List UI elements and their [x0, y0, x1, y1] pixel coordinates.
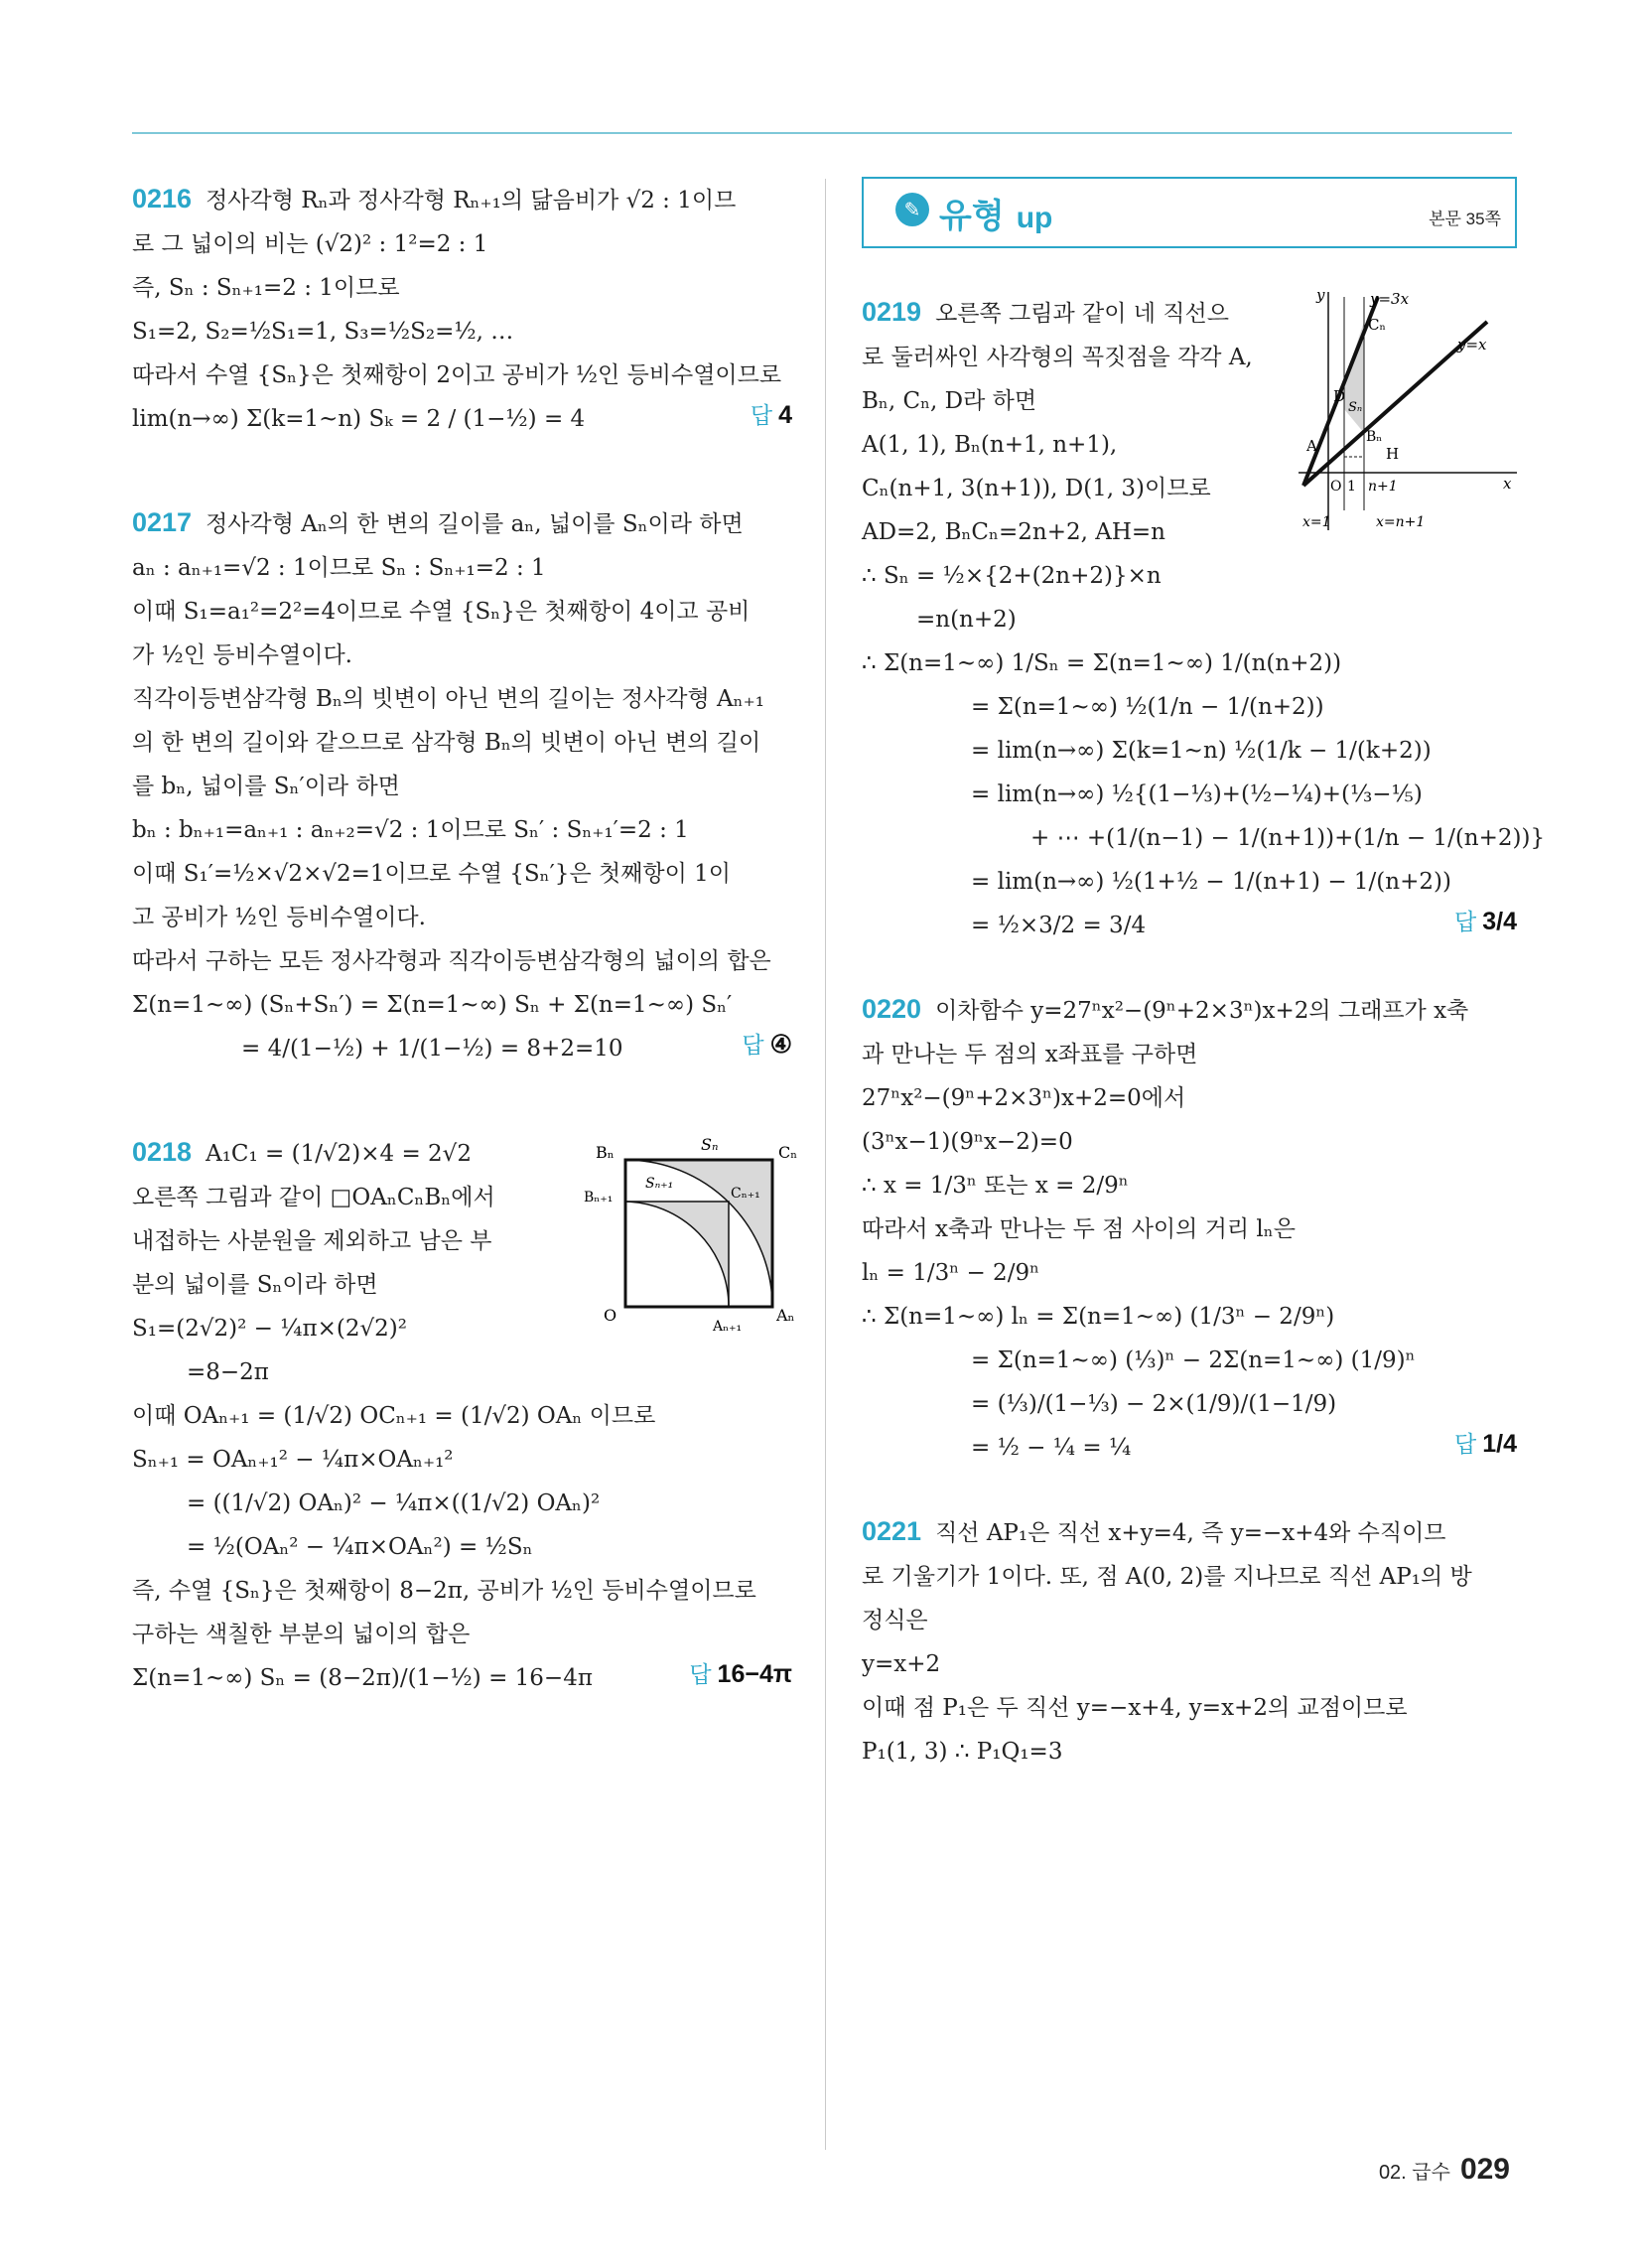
- problem-0217: [132, 500, 792, 1070]
- square-quarter-circle-figure: [584, 1130, 802, 1358]
- solution-line: S₁=2, S₂=½S₁=1, S₃=½S₂=½, …: [132, 319, 514, 345]
- label-cn1: Cₙ₊₁: [731, 1186, 760, 1202]
- label-an1: Aₙ₊₁: [713, 1319, 743, 1335]
- label-cn: Cₙ: [778, 1143, 798, 1162]
- problem-0216: [132, 177, 792, 441]
- answer-value: 4: [778, 401, 792, 429]
- solution-line: 이때 OAₙ₊₁ = (1/√2) OCₙ₊₁ = (1/√2) OAₙ 이므로: [132, 1403, 656, 1429]
- solution-line: Bₙ, Cₙ, D라 하면: [862, 388, 1037, 414]
- problem-number: 0216: [132, 184, 193, 213]
- solution-line: ∴ x = 1/3ⁿ 또는 x = 2/9ⁿ: [862, 1173, 1129, 1199]
- solution-line: + ⋯ +(1/(n−1) − 1/(n+1))+(1/n − 1/(n+2))}: [1030, 825, 1546, 851]
- label-y3x: y=3x: [1370, 290, 1410, 308]
- solution-line: = 4/(1−½) + 1/(1−½) = 8+2=10: [241, 1036, 623, 1062]
- solution-line: = Σ(n=1~∞) (⅓)ⁿ − 2Σ(n=1~∞) (1/9)ⁿ: [971, 1347, 1416, 1373]
- solution-line: lₙ = 1/3ⁿ − 2/9ⁿ: [862, 1260, 1040, 1286]
- solution-line: aₙ : aₙ₊₁=√2 : 1이므로 Sₙ : Sₙ₊₁=2 : 1: [132, 555, 546, 581]
- problem-number: 0219: [862, 297, 922, 327]
- solution-line: 오른쪽 그림과 같이 □OAₙCₙBₙ에서: [132, 1185, 495, 1210]
- top-rule: [132, 132, 1512, 134]
- answer-label: 답 3/4: [1454, 908, 1517, 935]
- problem-0221: [862, 1509, 1517, 1773]
- solution-line: = lim(n→∞) ½{(1−⅓)+(½−¼)+(⅓−⅕): [971, 781, 1423, 807]
- label-n1: n+1: [1368, 479, 1398, 495]
- page-number: 029: [1459, 2153, 1510, 2186]
- solution-line: bₙ : bₙ₊₁=aₙ₊₁ : aₙ₊₂=√2 : 1이므로 Sₙ′ : Sₙ₊₁′=2 : 1: [132, 817, 689, 843]
- solution-line: Σ(n=1~∞) Sₙ = (8−2π)/(1−½) = 16−4π: [132, 1665, 593, 1691]
- solution-line: ∴ Σ(n=1~∞) 1/Sₙ = Σ(n=1~∞) 1/(n(n+2)): [862, 650, 1342, 676]
- solution-line: P₁(1, 3) ∴ P₁Q₁=3: [862, 1739, 1063, 1765]
- label-sn1: Sₙ₊₁: [645, 1176, 674, 1192]
- solution-line: 분의 넓이를 Sₙ이라 하면: [132, 1272, 378, 1298]
- solution-line: AD=2, BₙCₙ=2n+2, AH=n: [862, 519, 1165, 545]
- answer-value: 1/4: [1482, 1430, 1517, 1458]
- solution-line: = lim(n→∞) Σ(k=1~n) ½(1/k − 1/(k+2)): [971, 738, 1432, 764]
- solution-line: = lim(n→∞) ½(1+½ − 1/(n+1) − 1/(n+2)): [971, 869, 1451, 895]
- solution-line: 내접하는 사분원을 제외하고 남은 부: [132, 1228, 492, 1254]
- problem-0220: [862, 987, 1517, 1470]
- label-a: A: [1306, 437, 1317, 455]
- solution-line: 직선 AP₁은 직선 x+y=4, 즉 y=−x+4와 수직이므: [935, 1520, 1446, 1546]
- solution-line: = Σ(n=1~∞) ½(1/n − 1/(n+2)): [971, 694, 1324, 720]
- page-footer: [1379, 2153, 1510, 2187]
- label-an: Aₙ: [776, 1306, 795, 1325]
- page-reference: 본문 35쪽: [1429, 210, 1501, 228]
- chapter-label: 02. 급수: [1378, 2162, 1450, 2184]
- answer-label: 답 16−4π: [689, 1660, 792, 1688]
- label-bn: Bₙ: [596, 1143, 615, 1162]
- solution-line: =n(n+2): [916, 607, 1017, 633]
- answer-value: 16−4π: [717, 1660, 792, 1688]
- solution-line: lim(n→∞) Σ(k=1~n) Sₖ = 2 / (1−½) = 4: [132, 406, 586, 432]
- solution-line: y=x+2: [862, 1651, 941, 1677]
- column-divider: [825, 179, 826, 2150]
- label-y: y: [1316, 286, 1325, 304]
- label-h: H: [1386, 445, 1400, 463]
- solution-line: A₁C₁ = (1/√2)×4 = 2√2: [205, 1141, 472, 1167]
- answer-value: 3/4: [1482, 908, 1517, 935]
- section-title-suffix: up: [1016, 202, 1053, 234]
- solution-line: 이차함수 y=27ⁿx²−(9ⁿ+2×3ⁿ)x+2의 그래프가 x축: [935, 998, 1469, 1024]
- solution-line: = ((1/√2) OAₙ)² − ¼π×((1/√2) OAₙ)²: [187, 1490, 601, 1516]
- solution-line: Σ(n=1~∞) (Sₙ+Sₙ′) = Σ(n=1~∞) Sₙ + Σ(n=1~∞) Sₙ′: [132, 992, 733, 1018]
- solution-line: 이때 S₁=a₁²=2²=4이므로 수열 {Sₙ}은 첫째항이 4이고 공비: [132, 599, 751, 625]
- solution-line: 이때 S₁′=½×√2×√2=1이므로 수열 {Sₙ′}은 첫째항이 1이: [132, 861, 732, 887]
- solution-line: ∴ Sₙ = ½×{2+(2n+2)}×n: [862, 563, 1162, 589]
- solution-line: 따라서 수열 {Sₙ}은 첫째항이 2이고 공비가 ½인 등비수열이므로: [132, 362, 782, 388]
- solution-line: 따라서 구하는 모든 정사각형과 직각이등변삼각형의 넓이의 합은: [132, 948, 771, 974]
- solution-line: = ½(OAₙ² − ¼π×OAₙ²) = ½Sₙ: [187, 1534, 533, 1560]
- solution-line: 27ⁿx²−(9ⁿ+2×3ⁿ)x+2=0에서: [862, 1085, 1186, 1111]
- solution-line: ∴ Σ(n=1~∞) lₙ = Σ(n=1~∞) (1/3ⁿ − 2/9ⁿ): [862, 1304, 1335, 1330]
- solution-line: 를 bₙ, 넓이를 Sₙ′이라 하면: [132, 774, 400, 799]
- note-icon: ✎: [895, 193, 929, 226]
- solution-line: 정식은: [862, 1608, 928, 1633]
- solution-line: = ½×3/2 = 3/4: [971, 913, 1147, 938]
- label-cn: Cₙ: [1368, 316, 1386, 334]
- four-lines-graph-figure: [1299, 282, 1527, 540]
- label-sn: Sₙ: [701, 1135, 719, 1154]
- solution-line: 이때 점 P₁은 두 직선 y=−x+4, y=x+2의 교점이므로: [862, 1695, 1408, 1721]
- solution-line: 구하는 색칠한 부분의 넓이의 합은: [132, 1622, 471, 1647]
- label-1: 1: [1347, 479, 1356, 495]
- problem-number: 0221: [862, 1516, 922, 1546]
- problem-0218: [132, 1130, 798, 1700]
- solution-line: 정사각형 Rₙ과 정사각형 Rₙ₊₁의 닮음비가 √2 : 1이므: [205, 188, 737, 213]
- solution-line: 오른쪽 그림과 같이 네 직선으: [935, 301, 1229, 327]
- problem-number: 0218: [132, 1137, 193, 1167]
- solution-line: = ½ − ¼ = ¼: [971, 1435, 1132, 1461]
- solution-line: 정사각형 Aₙ의 한 변의 길이를 aₙ, 넓이를 Sₙ이라 하면: [205, 511, 744, 537]
- left-column: [132, 177, 798, 1740]
- problem-number: 0217: [132, 507, 193, 537]
- label-o: O: [604, 1306, 617, 1325]
- label-xn1: x=n+1: [1376, 514, 1426, 530]
- solution-line: 즉, 수열 {Sₙ}은 첫째항이 8−2π, 공비가 ½인 등비수열이므로: [132, 1578, 756, 1604]
- shaded-region-sn1: [625, 1202, 729, 1307]
- label-x: x: [1503, 475, 1512, 493]
- label-sn: Sₙ: [1348, 400, 1363, 415]
- solution-line: S₁=(2√2)² − ¼π×(2√2)²: [132, 1316, 407, 1342]
- right-column: [862, 177, 1546, 1813]
- label-d: D: [1333, 387, 1346, 405]
- solution-line: Cₙ(n+1, 3(n+1)), D(1, 3)이므로: [862, 476, 1211, 501]
- label-o: O: [1330, 479, 1342, 495]
- section-header: [862, 177, 1517, 248]
- solution-line: 따라서 x축과 만나는 두 점 사이의 거리 lₙ은: [862, 1216, 1296, 1242]
- answer-label: 답 1/4: [1454, 1430, 1517, 1458]
- label-bn1: Bₙ₊₁: [584, 1190, 614, 1205]
- solution-line: =8−2π: [187, 1359, 269, 1385]
- solution-line: 로 기울기가 1이다. 또, 점 A(0, 2)를 지나므로 직선 AP₁의 방: [862, 1564, 1472, 1590]
- solution-line: 로 그 넓이의 비는 (√2)² : 1²=2 : 1: [132, 231, 488, 257]
- solution-line: = (⅓)/(1−⅓) − 2×(1/9)/(1−1/9): [971, 1391, 1337, 1417]
- solution-line: 가 ½인 등비수열이다.: [132, 642, 352, 668]
- label-yx: y=x: [1457, 336, 1487, 354]
- solution-line: (3ⁿx−1)(9ⁿx−2)=0: [862, 1129, 1073, 1155]
- solution-line: 고 공비가 ½인 등비수열이다.: [132, 905, 426, 930]
- solution-line: Sₙ₊₁ = OAₙ₊₁² − ¼π×OAₙ₊₁²: [132, 1447, 454, 1473]
- solution-line: 과 만나는 두 점의 x좌표를 구하면: [862, 1042, 1198, 1067]
- answer-value: ④: [769, 1031, 792, 1059]
- section-title: 유형 up: [939, 198, 1053, 235]
- answer-label: 답 4: [750, 401, 792, 429]
- solution-line: A(1, 1), Bₙ(n+1, n+1),: [862, 432, 1118, 458]
- solution-line: 즉, Sₙ : Sₙ₊₁=2 : 1이므로: [132, 275, 400, 301]
- solution-line: 의 한 변의 길이와 같으므로 삼각형 Bₙ의 빗변이 아닌 변의 길이: [132, 730, 761, 756]
- problem-number: 0220: [862, 994, 922, 1024]
- label-x1: x=1: [1302, 514, 1331, 530]
- problem-0219: [862, 286, 1546, 947]
- solution-line: 로 둘러싸인 사각형의 꼭짓점을 각각 A,: [862, 345, 1253, 370]
- solution-line: 직각이등변삼각형 Bₙ의 빗변이 아닌 변의 길이는 정사각형 Aₙ₊₁: [132, 686, 764, 712]
- answer-label: 답 ④: [742, 1031, 792, 1059]
- label-bn: Bₙ: [1366, 429, 1383, 445]
